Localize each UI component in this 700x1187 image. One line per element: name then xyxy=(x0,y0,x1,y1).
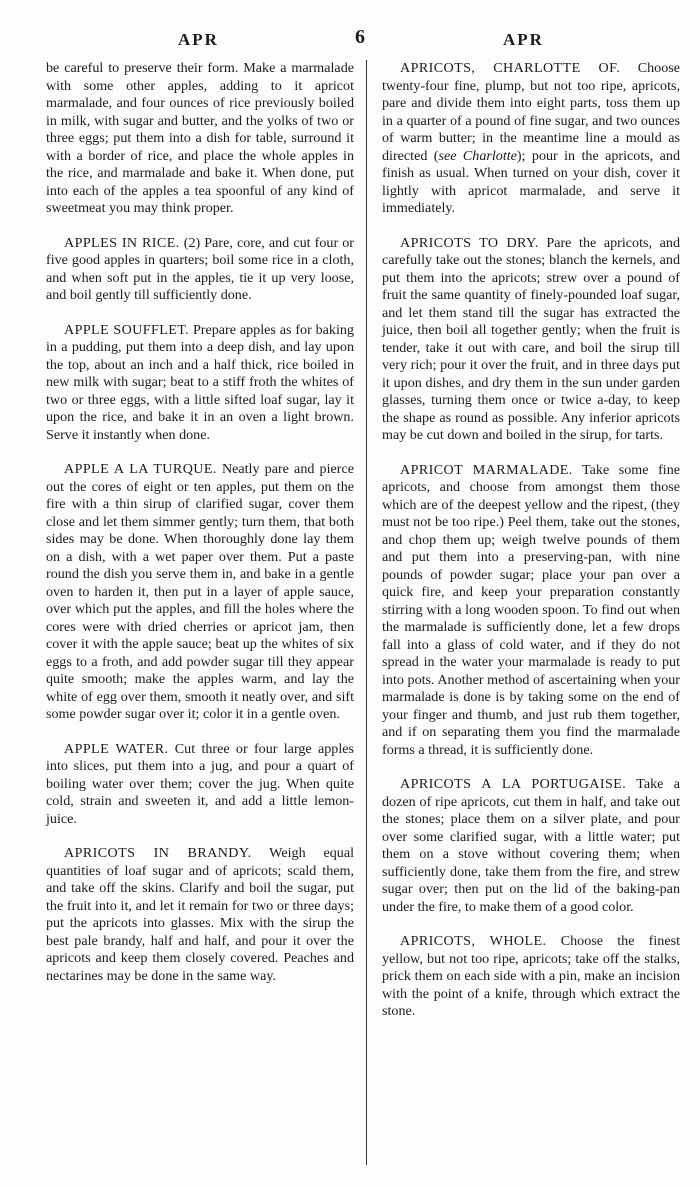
entry-body: Take a dozen of ripe apricots, cut them in half, and take out the stones; place them on a silver plate, and pour over some clarified sugar, with a little water; put them on a stove without covering them; when sufficiently done, take them from the fire, and strew sugar over; then put on the lid of the baking-pan under the fire, to make them of a good color. xyxy=(382,776,680,915)
right-column xyxy=(382,60,680,1038)
entry-apricot-marmalade xyxy=(382,462,680,760)
entry-body: Take some fine apricots, and choose from amongst them those which are of the deepest yellow and the ripest, (they must not be too ripe.) Peel them, take out the stones, and chop them up; weigh twelve pounds of them and put them into a preserving-pan, with nine pounds of powder sugar; place your pan over a quick fire, and keep your preparation constantly stirring with a long wooden spoon. To find out when the marmalade is sufficiently done, let a few drops fall into a glass of cold water, and if they do not spread in the water your marmalade is ready to put into pots. Another method of ascertaining when your marmalade is done is by taking some on the end of your finger and thumb, and just rub them together, and if on separating them you find the marmalade forms a thread, it is sufficiently done. xyxy=(382,461,680,758)
text-columns xyxy=(0,60,700,1180)
entry-apple-a-la-turque xyxy=(46,461,354,724)
entry-body: Choose the finest yellow, but not too ripe, apricots; take off the stalks, prick them on each side with a pin, make an incision with the point of a knife, through which extract the stone. xyxy=(382,933,680,1019)
entry-body: Weigh equal quantities of loaf sugar and of apricots; scald them, and take off the skins. Clarify and boil the sugar, put the fruit into it, and let it remain for two or three days; put the apricots into glasses. Mix with the sirup the best pale brandy, half and half, and pour it over the apricots and keep them closely covered. Peaches and nectarines may be done in the same way. xyxy=(46,845,354,984)
column-divider xyxy=(366,60,367,1165)
entry-apple-water xyxy=(46,741,354,829)
entry-body: ); pour in the apricots, and finish as usual. When turned on your dish, cover it lightly with apricot marmalade, and serve it immediately. xyxy=(382,147,680,216)
running-head-left: APR xyxy=(178,30,219,49)
entry-title: APRICOTS, CHARLOTTE OF. xyxy=(400,60,621,76)
entry-body: Cut three or four large apples into slices, put them into a jug, and pour a quart of boiling water over them; cover the jug. When quite cold, strain and sweeten it, and add a little lemon-juice. xyxy=(46,740,355,827)
entry-apricots-a-la-portugaise xyxy=(382,776,680,916)
page-number: 6 xyxy=(355,26,367,48)
entry-title: APPLE WATER. xyxy=(64,740,169,757)
entry-apples-in-rice xyxy=(46,235,354,305)
cross-reference: see Charlotte xyxy=(438,147,517,164)
entry-apricots-to-dry xyxy=(382,235,680,445)
entry-title: APRICOTS, WHOLE. xyxy=(400,933,547,949)
entry-apricots-in-brandy xyxy=(46,845,354,985)
entry-body: Pare the apricots, and carefully take out the stones; blanch the kernels, and put them into the apricots; strew over a pound of fruit the same quantity of finely-pounded loaf sugar, and let them stand till the sugar has extracted the juice, then boil all together gently; when the fruit is tender, take it out with care, and boil the sirup till very rich; pour it over the fruit, and in three days put it upon dishes, and dry them in the sun under garden glasses, turning them once or twice a-day, to keep the shape as round as possible. Any inferior apricots may be cut down and boiled in the sirup, for tarts. xyxy=(382,234,680,443)
entry-title: APRICOTS IN BRANDY. xyxy=(64,845,252,861)
entry-title: APRICOT MARMALADE. xyxy=(400,461,573,478)
entry-apricots-whole xyxy=(382,933,680,1021)
entry-continued xyxy=(46,60,354,218)
entry-body: Choose twenty-four fine, plump, but not too ripe, apricots, pare and divide them into eight parts, toss them up in a quarter of a pound of fine sugar, and two ounces of warm butter; in the meantime line a mould as directed ( xyxy=(382,60,680,164)
entry-title: APPLES IN RICE. xyxy=(64,234,180,251)
entry-body: (2) Pare, core, and cut four or five good apples in quarters; boil some rice in a cloth, and when soft put in the apples, tie it up very loose, and boil gently till sufficiently done. xyxy=(46,234,354,303)
entry-title: APPLE A LA TURQUE. xyxy=(64,461,217,477)
entry-body: be careful to preserve their form. Make a marmalade with some other apples, adding to it apricot marmalade, and four ounces of rice previously boiled in milk, with sugar and butter, and the yolks of two or three eggs; put them into a dish for table, surround it with a border of rice, and place the whole apples in the rice, and marmalade and bake it. When done, put into each of the apples a tea spoonful of any kind of sweetmeat you may think proper. xyxy=(46,60,354,216)
entry-apricots-charlotte xyxy=(382,60,680,218)
left-column xyxy=(46,60,354,1002)
running-head-right: APR xyxy=(503,30,544,49)
entry-title: APPLE SOUFFLET. xyxy=(64,321,190,338)
entry-body: Neatly pare and pierce out the cores of eight or ten apples, put them on the fire with a thin sirup of clarified sugar, cover them close and let them simmer gently; turn them, that both sides may be done. When thoroughly done lay them on a dish, with a wet paper over them. Put a paste round the dish you serve them in, and bake in a gentle oven to harden it, then put in a layer of apple sauce, over which put the apples, and fill the holes where the cores were with dried cherries or apricot jam, then cover it with the apple sauce; beat up the whites of six eggs to a froth, and add powder sugar till they appear quite smooth; make the apples warm, and lay the white of egg over them, smooth it neatly over, and sift some powder sugar over it; color it in a gentle oven. xyxy=(46,461,354,722)
page-header xyxy=(0,26,700,56)
entry-title: APRICOTS TO DRY. xyxy=(400,234,539,251)
entry-apple-soufflet xyxy=(46,322,354,445)
entry-title: APRICOTS A LA PORTUGAISE. xyxy=(400,776,627,792)
entry-body: Prepare apples as for baking in a pudding, put them into a deep dish, and lay upon the top, about an inch and a half thick, rice boiled in new milk with sugar; beat to a stiff froth the whites of two or three eggs, with a little sifted loaf sugar, lay it upon the rice, and bake it in an oven a light brown. Serve it instantly when done. xyxy=(46,321,354,443)
